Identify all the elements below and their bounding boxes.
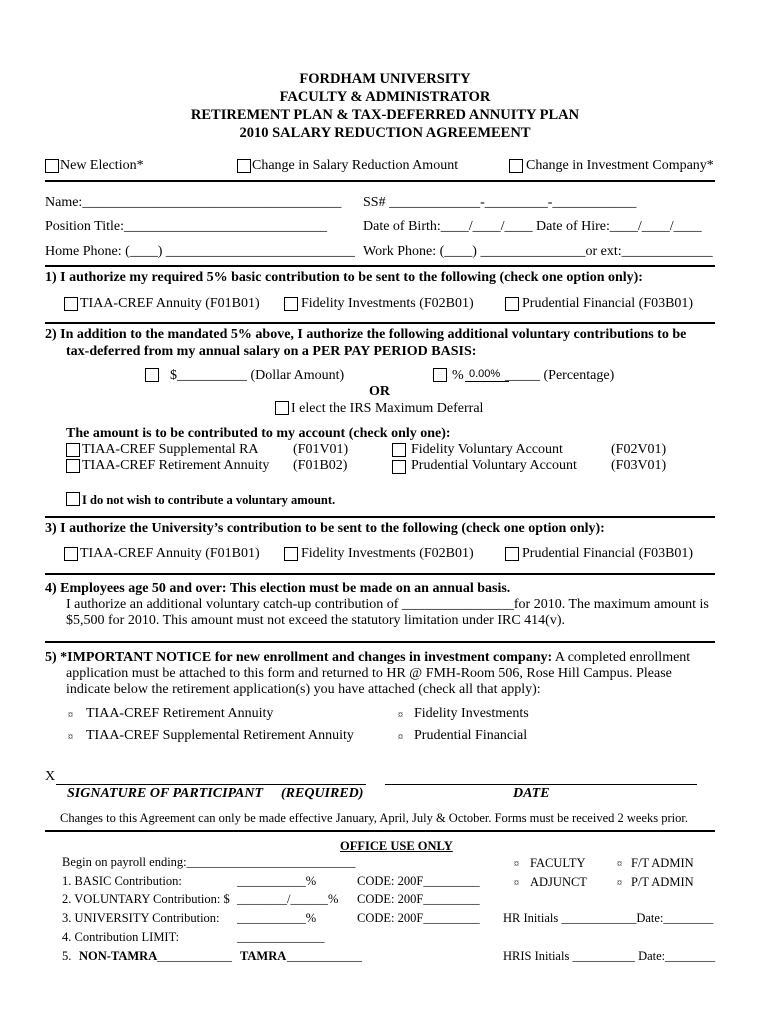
acct-tiaa-ra-checkbox[interactable]	[66, 459, 80, 473]
contribution-limit-line: ______________	[237, 930, 325, 944]
s1-prudential-label: Prudential Financial (F03B01)	[522, 296, 694, 311]
app-tiaa-ra-label: TIAA-CREF Retirement Annuity	[86, 706, 274, 721]
section-5-text-3: indicate below the retirement application(s) you have attached (check all that apply):	[66, 682, 541, 697]
new-election-label: New Election*	[60, 158, 144, 173]
irs-max-label: I elect the IRS Maximum Deferral	[291, 401, 484, 416]
catch-up-field[interactable]: I authorize an additional voluntary catch-up contribution of ________________for 2010. The maximum amount is	[66, 597, 709, 612]
catch-up-limit-text: $5,500 for 2010. This amount must not exceed the statutory limitation under IRC 414(v).	[66, 613, 566, 628]
university-contribution-pct: ___________%	[237, 911, 317, 925]
divider	[45, 180, 715, 182]
ft-admin-checkbox-icon: ¤	[617, 859, 622, 870]
s1-tiaa-label: TIAA-CREF Annuity (F01B01)	[80, 296, 260, 311]
form-title-line-2: FACULTY & ADMINISTRATOR	[279, 89, 491, 105]
pt-admin-label: P/T ADMIN	[631, 875, 694, 889]
pt-admin-checkbox-icon: ¤	[617, 878, 622, 889]
percentage-suffix: _____ (Percentage)	[505, 368, 615, 383]
change-amount-label: Change in Salary Reduction Amount	[252, 158, 459, 173]
acct-prudential-code: (F03V01)	[611, 458, 667, 473]
acct-fidelity-label: Fidelity Voluntary Account	[411, 442, 563, 457]
s1-fidelity-checkbox[interactable]	[284, 297, 298, 311]
irs-max-checkbox[interactable]	[275, 401, 289, 415]
home-phone-field[interactable]: Home Phone: (____) ___________________________	[45, 244, 355, 259]
new-election-checkbox[interactable]	[45, 159, 59, 173]
section-5-heading	[45, 650, 690, 666]
faculty-checkbox-icon: ¤	[514, 859, 519, 870]
date-line[interactable]	[385, 784, 697, 785]
divider	[45, 322, 715, 324]
adjunct-label: ADJUNCT	[530, 875, 587, 889]
acct-tiaa-ra-label: TIAA-CREF Retirement Annuity	[82, 458, 270, 473]
acct-fidelity-checkbox[interactable]	[392, 443, 406, 457]
voluntary-contribution-pct: ________/______%	[237, 892, 339, 906]
s3-tiaa-checkbox[interactable]	[64, 547, 78, 561]
university-contribution-code: CODE: 200F_________	[357, 911, 480, 925]
section-3-heading: 3) I authorize the University’s contribution to be sent to the following (check one option only):	[45, 521, 605, 536]
s3-prudential-label: Prudential Financial (F03B01)	[522, 546, 694, 561]
app-tiaa-sra-checkbox-icon[interactable]: ¤	[68, 732, 73, 743]
section-5-heading-rest: A completed enrollment	[552, 650, 691, 665]
acct-tiaa-sra-label: TIAA-CREF Supplemental RA	[82, 442, 259, 457]
dob-hire-field[interactable]: Date of Birth:____/____/____ Date of Hire:____/____/____	[363, 219, 702, 234]
section-4-heading: 4) Employees age 50 and over: This election must be made on an annual basis.	[45, 581, 511, 596]
university-contribution-label: 3. UNIVERSITY Contribution:	[62, 911, 220, 925]
hr-initials-field: HR Initials ____________Date:________	[503, 911, 714, 925]
s1-tiaa-checkbox[interactable]	[64, 297, 78, 311]
percentage-prefix: %	[452, 368, 464, 383]
section-5-heading-bold: 5) *IMPORTANT NOTICE for new enrollment and changes in investment company:	[45, 650, 553, 665]
s1-fidelity-label: Fidelity Investments (F02B01)	[301, 296, 474, 311]
percentage-checkbox[interactable]	[433, 368, 447, 382]
payroll-begin-field: Begin on payroll ending:___________________________	[62, 855, 356, 869]
faculty-label: FACULTY	[530, 856, 586, 870]
date-label: DATE	[513, 786, 550, 801]
app-tiaa-sra-label: TIAA-CREF Supplemental Retirement Annuity	[86, 728, 354, 743]
account-heading: The amount is to be contributed to my account (check only one):	[66, 426, 451, 441]
nontamra-number: 5.	[62, 949, 72, 963]
signature-label: SIGNATURE OF PARTICIPANT	[67, 786, 264, 801]
or-label: OR	[369, 384, 390, 399]
office-use-heading: OFFICE USE ONLY	[340, 839, 453, 853]
name-field[interactable]: Name:_____________________________________	[45, 195, 342, 210]
percentage-input[interactable]: 0.00%	[465, 368, 509, 382]
ft-admin-label: F/T ADMIN	[631, 856, 694, 870]
form-title-line-3: RETIREMENT PLAN & TAX-DEFERRED ANNUITY PLAN	[190, 107, 580, 123]
change-company-checkbox[interactable]	[509, 159, 523, 173]
adjunct-checkbox-icon: ¤	[514, 878, 519, 889]
tamra-label: TAMRA	[240, 949, 287, 963]
acct-tiaa-ra-code: (F01B02)	[293, 458, 348, 473]
s3-fidelity-label: Fidelity Investments (F02B01)	[301, 546, 474, 561]
divider	[45, 516, 715, 518]
voluntary-contribution-code: CODE: 200F_________	[357, 892, 480, 906]
tamra-line: ____________	[287, 949, 362, 963]
work-phone-field[interactable]: Work Phone: (____) _______________or ext:_____________	[363, 244, 713, 259]
section-2-heading-cont: tax-deferred from my annual salary on a PER PAY PERIOD BASIS:	[66, 344, 477, 359]
divider	[45, 265, 715, 267]
section-1-heading: 1) I authorize my required 5% basic contribution to be sent to the following (check one option only):	[45, 270, 643, 285]
divider	[45, 830, 715, 832]
acct-tiaa-sra-checkbox[interactable]	[66, 443, 80, 457]
contribution-limit-label: 4. Contribution LIMIT:	[62, 930, 180, 944]
no-voluntary-label: I do not wish to contribute a voluntary amount.	[82, 493, 336, 507]
no-voluntary-checkbox[interactable]	[66, 492, 80, 506]
dollar-amount-checkbox[interactable]	[145, 368, 159, 382]
acct-tiaa-sra-code: (F01V01)	[293, 442, 349, 457]
ss-field[interactable]: SS# _____________-_________-____________	[363, 195, 637, 210]
signature-line[interactable]	[56, 784, 366, 785]
s3-tiaa-label: TIAA-CREF Annuity (F01B01)	[80, 546, 260, 561]
app-fidelity-checkbox-icon[interactable]: ¤	[398, 710, 403, 721]
basic-contribution-pct: ___________%	[237, 874, 317, 888]
signature-x: X	[45, 769, 56, 784]
acct-fidelity-code: (F02V01)	[611, 442, 667, 457]
section-5-text-2: application must be attached to this form and returned to HR @ FMH-Room 506, Rose Hill Campus. Please	[66, 666, 672, 681]
dollar-amount-field[interactable]: $__________ (Dollar Amount)	[170, 368, 345, 383]
nontamra-line: ____________	[157, 949, 232, 963]
voluntary-contribution-label: 2. VOLUNTARY Contribution: $	[62, 892, 230, 906]
signature-required: (REQUIRED)	[281, 786, 364, 801]
basic-contribution-label: 1. BASIC Contribution:	[62, 874, 182, 888]
app-prudential-checkbox-icon[interactable]: ¤	[398, 732, 403, 743]
effective-dates-notice: Changes to this Agreement can only be made effective January, April, July & October. Forms must be received 2 weeks prior.	[60, 811, 688, 825]
form-title-line-4: 2010 SALARY REDUCTION AGREEMEENT	[239, 125, 531, 141]
nontamra-label: NON-TAMRA	[79, 949, 158, 963]
app-fidelity-label: Fidelity Investments	[414, 706, 529, 721]
form-title-line-1: FORDHAM UNIVERSITY	[299, 71, 471, 87]
s1-prudential-checkbox[interactable]	[505, 297, 519, 311]
position-title-field[interactable]: Position Title:_____________________________	[45, 219, 327, 234]
change-amount-checkbox[interactable]	[237, 159, 251, 173]
acct-prudential-label: Prudential Voluntary Account	[411, 458, 577, 473]
app-prudential-label: Prudential Financial	[414, 728, 528, 743]
s3-prudential-checkbox[interactable]	[505, 547, 519, 561]
acct-prudential-checkbox[interactable]	[392, 460, 406, 474]
hris-initials-field: HRIS Initials __________ Date:________	[503, 949, 716, 963]
basic-contribution-code: CODE: 200F_________	[357, 874, 480, 888]
app-tiaa-ra-checkbox-icon[interactable]: ¤	[68, 710, 73, 721]
divider	[45, 573, 715, 575]
change-company-label: Change in Investment Company*	[526, 158, 714, 173]
s3-fidelity-checkbox[interactable]	[284, 547, 298, 561]
section-2-heading: 2) In addition to the mandated 5% above, I authorize the following additional voluntary contributions to be	[45, 327, 687, 342]
divider	[45, 641, 715, 643]
